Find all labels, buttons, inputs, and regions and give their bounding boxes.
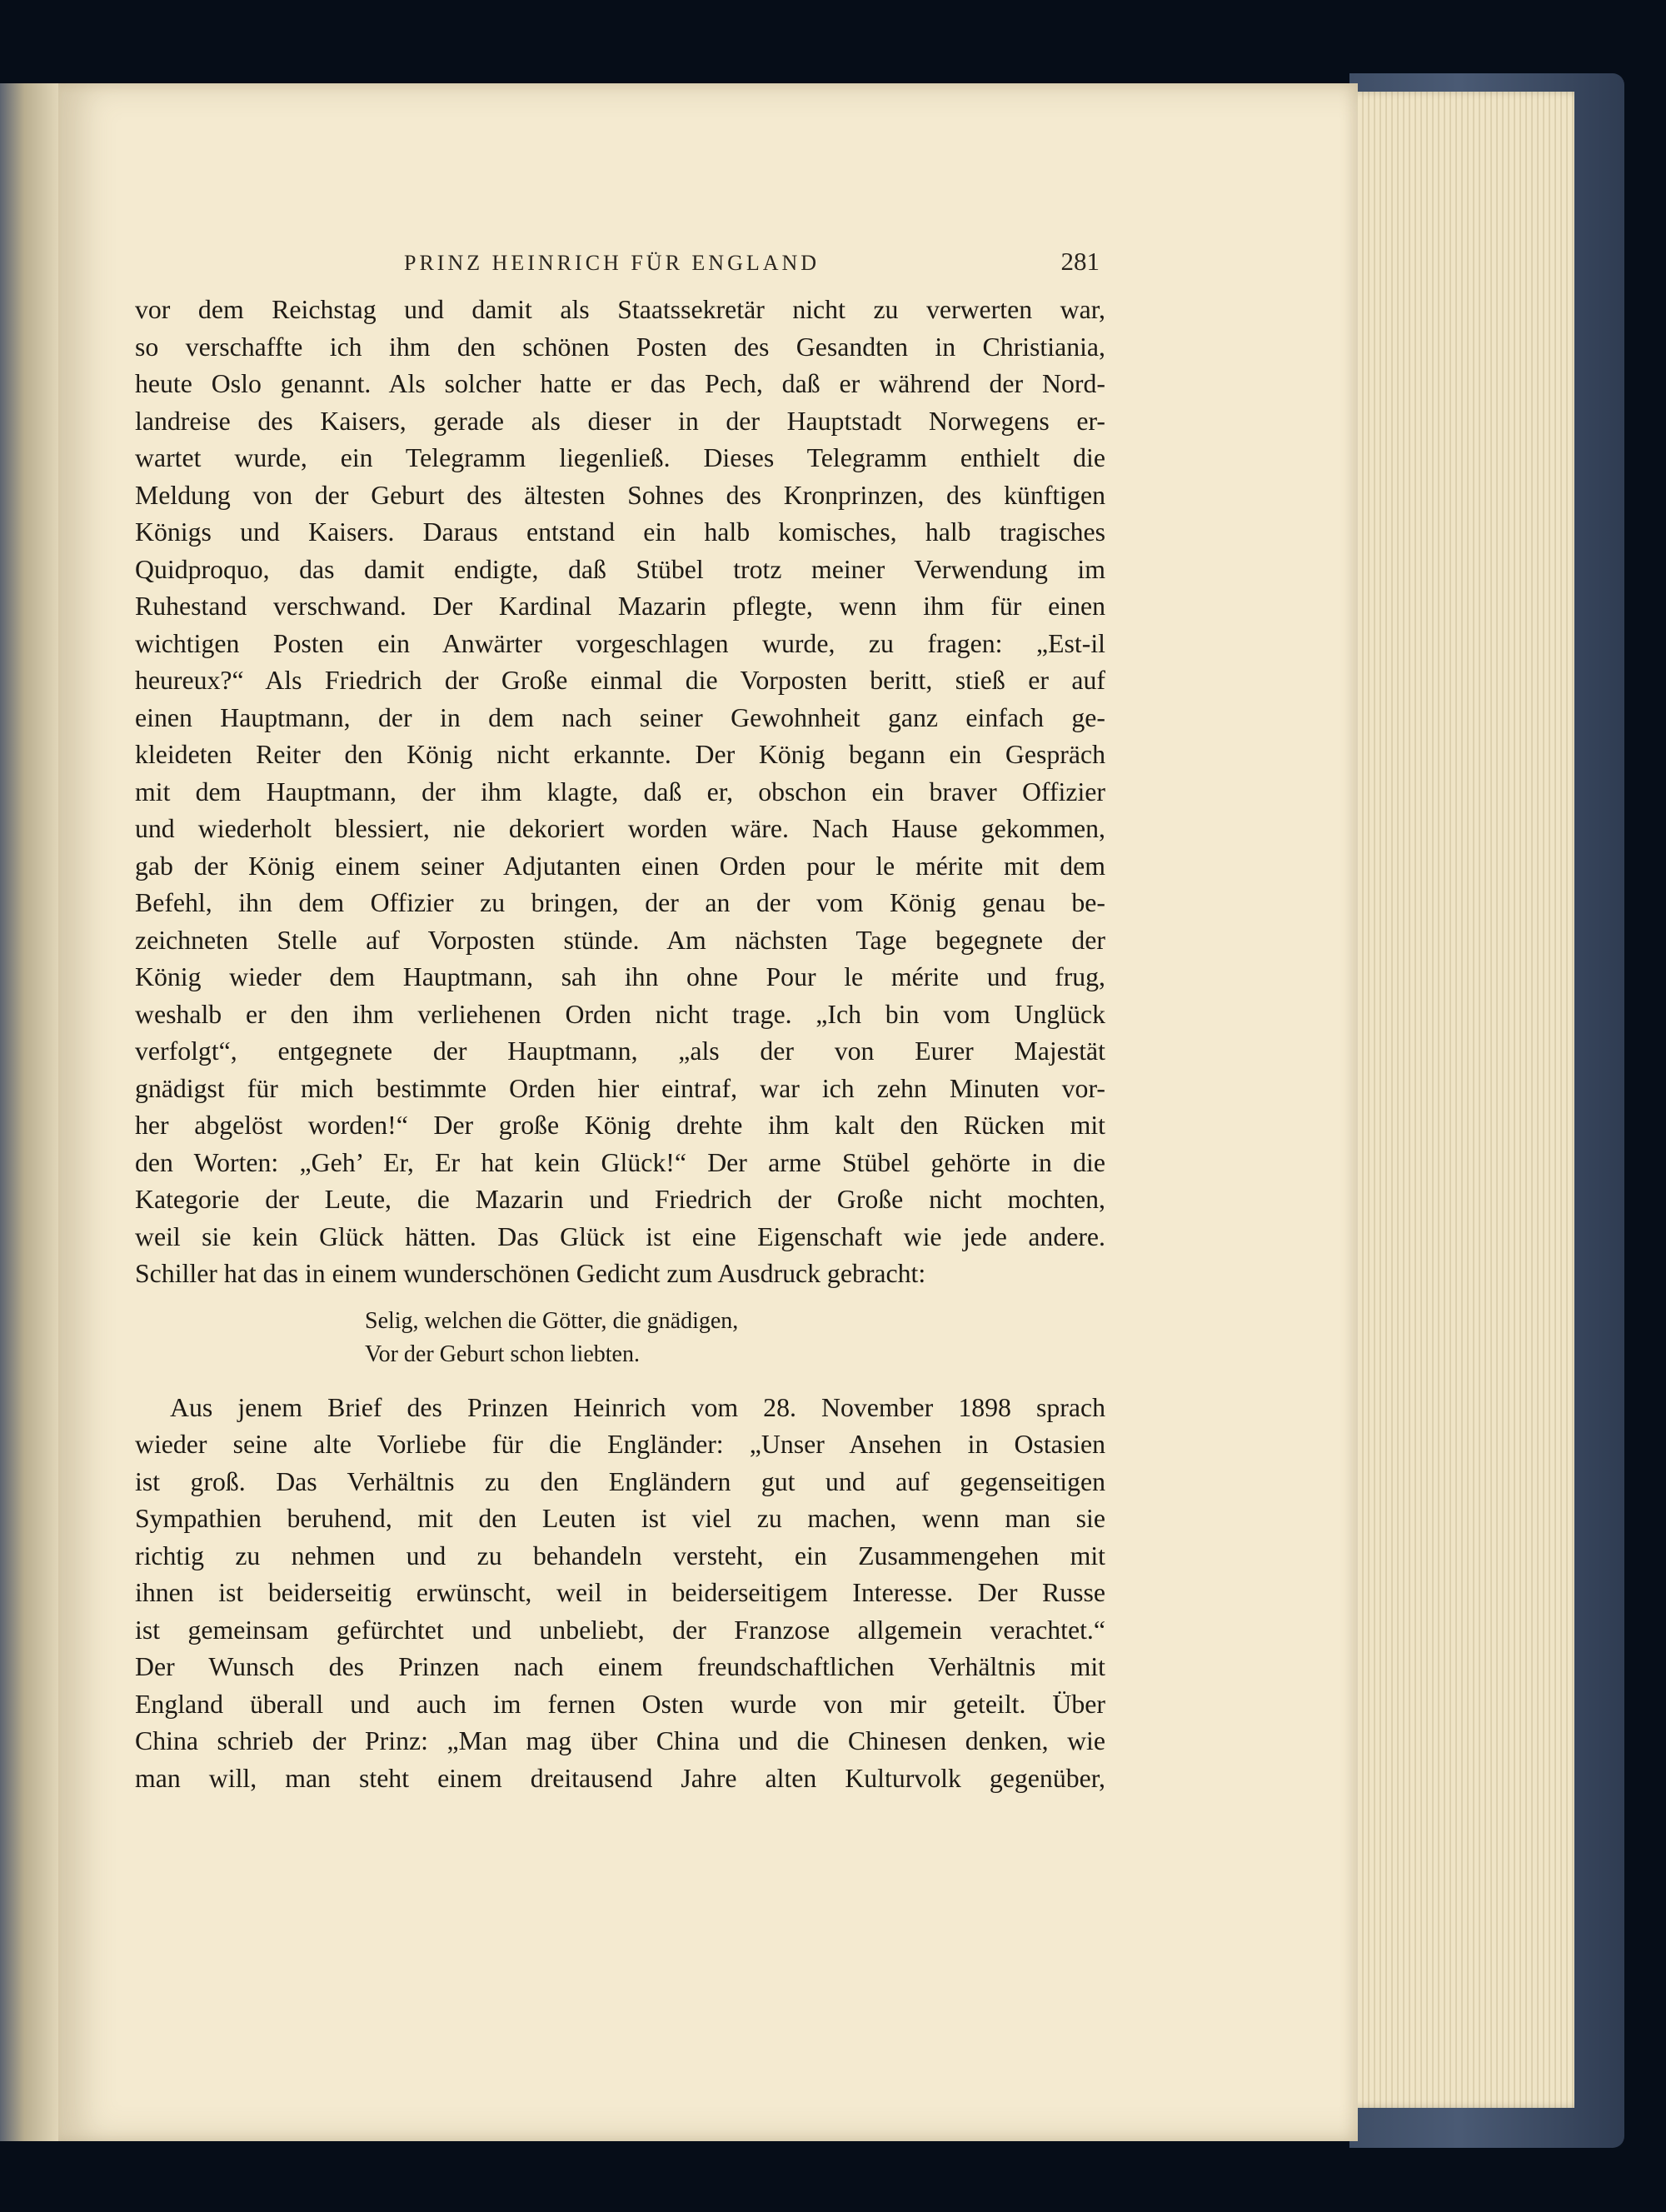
verse-quote (365, 1305, 1105, 1371)
verse-line: Vor der Geburt schon liebten. (365, 1341, 640, 1367)
text-line: einen Hauptmann, der in dem nach seiner Gewohnheit ganz einfach ge- (135, 702, 1105, 732)
text-line: landreise des Kaisers, gerade als dieser in der Hauptstadt Norwegens er- (135, 406, 1105, 436)
text-line: wieder seine alte Vorliebe für die Engländer: „Unser Ansehen in Ostasien (135, 1430, 1105, 1459)
paragraph-1 (135, 292, 1105, 1293)
text-line: her abgelöst worden!“ Der große König drehte ihm kalt den Rücken mit (135, 1111, 1105, 1140)
verse-line: Selig, welchen die Götter, die gnädigen, (365, 1307, 739, 1334)
text-line: man will, man steht einem dreitausend Jahre alten Kulturvolk gegenüber, (135, 1763, 1105, 1793)
text-line: Ruhestand verschwand. Der Kardinal Mazarin pflegte, wenn ihm für einen (135, 592, 1105, 621)
text-line: Der Wunsch des Prinzen nach einem freundschaftlichen Verhältnis mit (135, 1652, 1105, 1681)
text-line: Sympathien beruhend, mit den Leuten ist viel zu machen, wenn man sie (135, 1504, 1105, 1533)
text-line: gnädigst für mich bestimmte Orden hier eintraf, war ich zehn Minuten vor- (135, 1073, 1105, 1103)
running-title: PRINZ HEINRICH FÜR ENGLAND (404, 251, 821, 275)
text-line: richtig zu nehmen und zu behandeln versteht, ein Zusammengehen mit (135, 1540, 1105, 1570)
text-line: Meldung von der Geburt des ältesten Sohnes des Kronprinzen, des künftigen (135, 480, 1105, 510)
text-line: weil sie kein Glück hätten. Das Glück ist eine Eigenschaft wie jede andere. (135, 1221, 1105, 1251)
text-line: so verschaffte ich ihm den schönen Posten des Gesandten in Christiania, (135, 332, 1105, 362)
text-line: heute Oslo genannt. Als solcher hatte er das Pech, daß er während der Nord- (135, 369, 1105, 398)
text-line: den Worten: „Geh’ Er, Er hat kein Glück!“ Der arme Stübel gehörte in die (135, 1147, 1105, 1177)
text-line: weshalb er den ihm verliehenen Orden nicht trage. „Ich bin vom Unglück (135, 999, 1105, 1029)
text-line: ist groß. Das Verhältnis zu den Engländern gut und auf gegenseitigen (135, 1466, 1105, 1496)
text-line: Quidproquo, das damit endigte, daß Stübel trotz meiner Verwendung im (135, 554, 1105, 584)
paragraph-2 (135, 1390, 1105, 1798)
text-line: heureux?“ Als Friedrich der Große einmal die Vorposten beritt, stieß er auf (135, 666, 1105, 695)
running-header (404, 247, 1100, 277)
text-line: mit dem Hauptmann, der ihm klagte, daß er, obschon ein braver Offizier (135, 776, 1105, 806)
text-line: wichtigen Posten ein Anwärter vorgeschlagen wurde, zu fragen: „Est-il (135, 628, 1105, 658)
text-line: Schiller hat das in einem wunderschönen Gedicht zum Ausdruck gebracht: (135, 1259, 926, 1288)
text-line: England überall und auch im fernen Osten wurde von mir geteilt. Über (135, 1689, 1105, 1719)
text-line: vor dem Reichstag und damit als Staatssekretär nicht zu verwerten war, (135, 295, 1105, 324)
text-line: König wieder dem Hauptmann, sah ihn ohne Pour le mérite und frug, (135, 962, 1105, 991)
text-line: ist gemeinsam gefürchtet und unbeliebt, der Franzose allgemein verachtet.“ (135, 1615, 1105, 1645)
text-line: China schrieb der Prinz: „Man mag über China und die Chinesen denken, wie (135, 1726, 1105, 1755)
text-line: zeichneten Stelle auf Vorposten stünde. Am nächsten Tage begegnete der (135, 925, 1105, 955)
text-line: Kategorie der Leute, die Mazarin und Friedrich der Große nicht mochten, (135, 1185, 1105, 1214)
body-text (135, 292, 1105, 1797)
text-line: Königs und Kaisers. Daraus entstand ein halb komisches, halb tragisches (135, 517, 1105, 547)
text-line: Befehl, ihn dem Offizier zu bringen, der an der vom König genau be- (135, 888, 1105, 917)
text-line: Aus jenem Brief des Prinzen Heinrich vom 28. November 1898 sprach (170, 1392, 1105, 1422)
text-line: und wiederholt blessiert, nie dekoriert worden wäre. Nach Hause gekommen, (135, 814, 1105, 843)
text-line: verfolgt“, entgegnete der Hauptmann, „als der von Eurer Majestät (135, 1036, 1105, 1066)
text-line: gab der König einem seiner Adjutanten einen Orden pour le mérite mit dem (135, 851, 1105, 881)
text-line: wartet wurde, ein Telegramm liegenließ. Dieses Telegramm enthielt die (135, 443, 1105, 472)
page-number: 281 (1060, 247, 1100, 276)
text-line: ihnen ist beiderseitig erwünscht, weil in beiderseitigem Interesse. Der Russe (135, 1578, 1105, 1607)
text-line: kleideten Reiter den König nicht erkannte. Der König begann ein Gespräch (135, 740, 1105, 769)
